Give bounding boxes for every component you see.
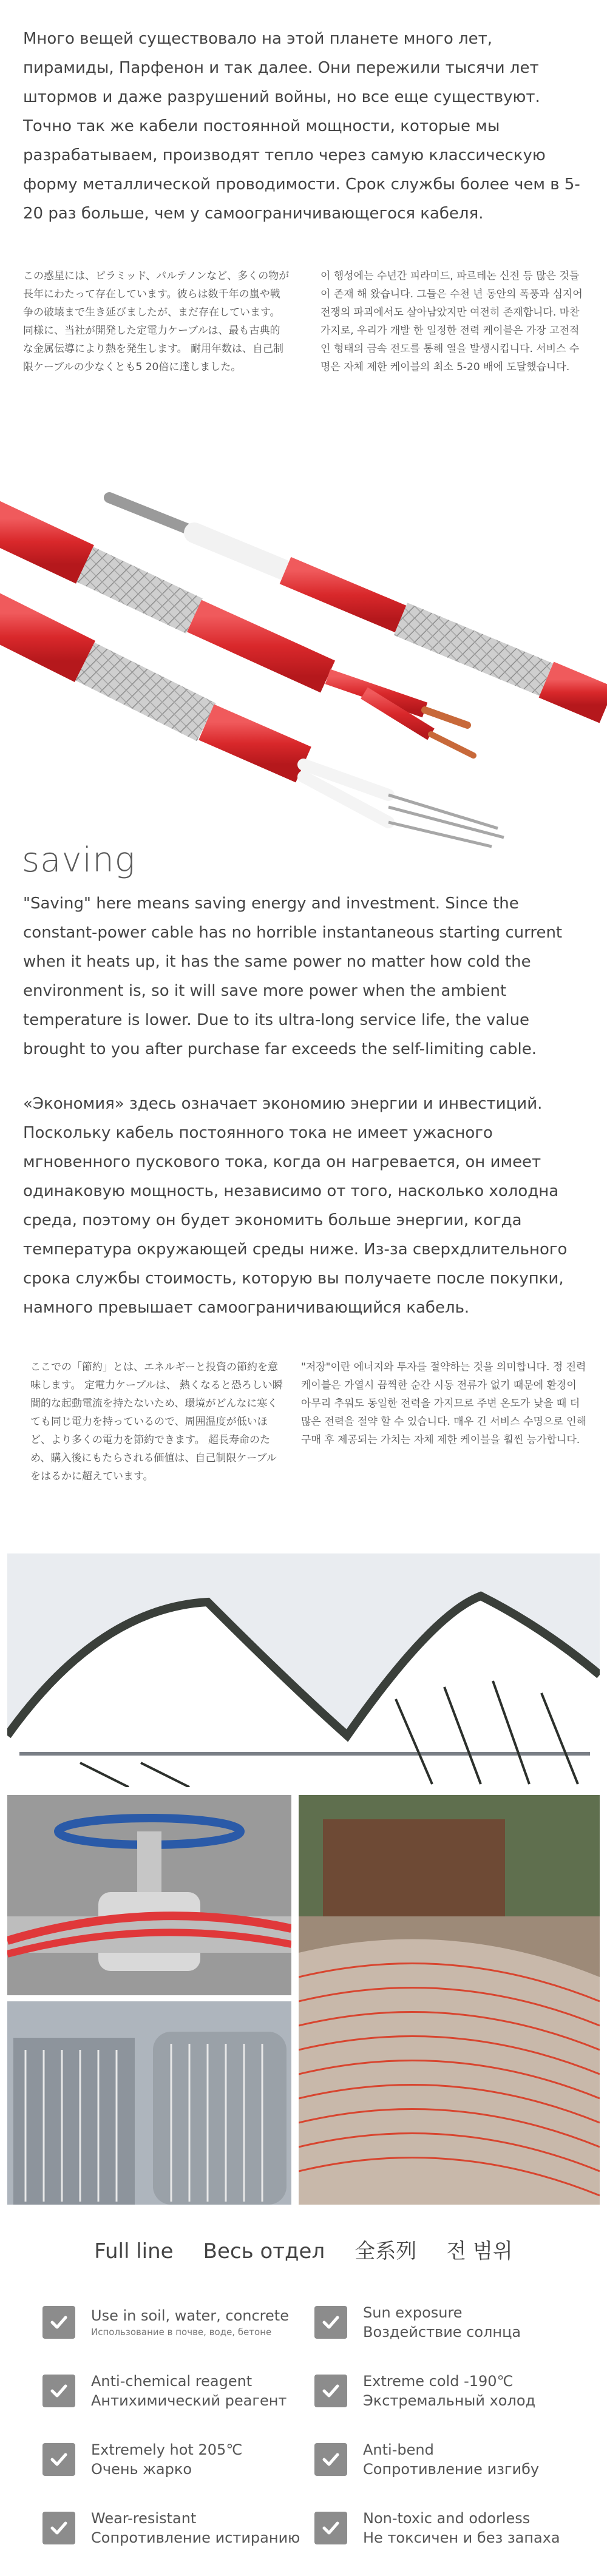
check-icon xyxy=(42,2443,75,2476)
check-icon xyxy=(314,2512,347,2544)
feature-en: Sun exposure xyxy=(363,2304,463,2321)
saving-heading: saving xyxy=(22,840,136,880)
tanks-photo xyxy=(7,2001,291,2205)
feature-en: Wear-resistant xyxy=(91,2510,197,2527)
cable-hero-image xyxy=(0,467,607,862)
feature-ru: Очень жарко xyxy=(91,2461,192,2478)
feature-item xyxy=(42,2498,300,2558)
check-icon xyxy=(42,2306,75,2339)
feature-ru: Экстремальный холод xyxy=(363,2392,536,2409)
driveway-photo xyxy=(299,1795,600,2205)
snow-roof-photo xyxy=(7,1553,600,1787)
feature-en: Use in soil, water, concrete xyxy=(91,2307,289,2324)
intro-russian-text: Много вещей существовало на этой планете много лет, пирамиды, Парфенон и так далее. Они пережили тысячи лет штормов и даже разрушений войны, но все еще существуют. Точно так же кабели постоянной мощности, которые мы разрабатываем, производят тепло через самую классическую форму металлической проводимости. Срок службы более чем в 5-20 раз больше, чем у самоограничивающегося кабеля. xyxy=(23,30,580,223)
saving-japanese-text: ここでの「節約」とは、エネルギーと投資の節約を意味します。 定電力ケーブルは、 熱くなると恐ろしい瞬間的な起動電流を持たないため、環境がどんなに寒くても同じ電力を持っているので、周囲温度が低いほど、より多くの電力を節約できます。 超長寿命のため、購入後にもたらされる価値は、自己制限ケーブルをはるかに超えています。 xyxy=(30,1361,283,1482)
check-icon xyxy=(314,2306,347,2339)
full-line-heading xyxy=(0,2234,607,2271)
feature-item xyxy=(42,2292,289,2353)
feature-ru: Воздействие солнца xyxy=(363,2324,521,2341)
feature-en: Anti-chemical reagent xyxy=(91,2373,253,2390)
feature-en: Non-toxic and odorless xyxy=(363,2510,531,2527)
full-line-kr: 전 범위 xyxy=(446,2239,513,2263)
feature-item xyxy=(42,2361,287,2421)
feature-item xyxy=(42,2429,242,2490)
feature-ru: Сопротивление изгибу xyxy=(363,2461,540,2478)
feature-item xyxy=(314,2498,560,2558)
check-icon xyxy=(42,2375,75,2407)
intro-korean-text: 이 행성에는 수년간 피라미드, 파르테논 신전 등 많은 것들이 존재 해 왔습니다. 그들은 수천 년 동안의 폭풍과 심지어 전쟁의 파괴에서도 살아남았지만 여전히 존재합니다. 마찬가지로, 우리가 개발 한 일정한 전력 케이블은 가장 고전적인 형태의 금속 전도를 통해 열을 발생시킵니다. 서비스 수명은 자체 제한 케이블의 최소 5-20 배에 도달했습니다. xyxy=(320,270,583,373)
feature-item xyxy=(314,2292,521,2353)
feature-en: Extreme cold -190℃ xyxy=(363,2373,514,2390)
valve-photo xyxy=(7,1795,291,1995)
feature-en: Extremely hot 205℃ xyxy=(91,2441,243,2458)
intro-japanese-text: この惑星には、ピラミッド、パルテノンなど、多くの物が長年にわたって存在しています。彼らは数千年の嵐や戦争の破壊まで生き延びましたが、まだ存在しています。同様に、当社が開発した定電力ケーブルは、最も古典的な金属伝導により熱を発生します。 耐用年数は、自己制限ケーブルの少なくとも5 20倍に達しました。 xyxy=(23,270,290,373)
feature-ru: Использование в почве, воде, бетоне xyxy=(91,2327,272,2338)
full-line-ru: Весь отдел xyxy=(203,2239,325,2263)
check-icon xyxy=(314,2443,347,2476)
feature-ru: Не токсичен и без запаха xyxy=(363,2529,560,2546)
check-icon xyxy=(42,2512,75,2544)
feature-item xyxy=(314,2361,535,2421)
full-line-zh: 全系列 xyxy=(354,2239,417,2263)
feature-item xyxy=(314,2429,539,2490)
saving-korean-text: "저장"이란 에너지와 투자를 절약하는 것을 의미합니다. 정 전력 케이블은 가열시 끔찍한 순간 시동 전류가 없기 때문에 환경이 아무리 추워도 동일한 전력을 가지므로 주변 온도가 낮을 때 더 많은 전력을 절약 할 수 있습니다. 매우 긴 서비스 수명으로 인해 구매 후 제공되는 가치는 자체 제한 케이블을 훨씬 능가합니다. xyxy=(301,1361,586,1446)
feature-ru: Сопротивление истиранию xyxy=(91,2529,300,2546)
full-line-en: Full line xyxy=(94,2239,174,2263)
feature-en: Anti-bend xyxy=(363,2441,434,2458)
feature-ru: Антихимический реагент xyxy=(91,2392,287,2409)
saving-english-text: "Saving" here means saving energy and investment. Since the constant-power cable has no horrible instantaneous starting current when it heats up, it has the same power no matter how cold the environment is, so it will save more power when the ambient temperature is lower. Due to its ultra-long service life, the value brought to you after purchase far exceeds the self-limiting cable. xyxy=(23,894,563,1058)
check-icon xyxy=(314,2375,347,2407)
saving-russian-text: «Экономия» здесь означает экономию энергии и инвестиций. Поскольку кабель постоянного тока не имеет ужасного мгновенного пускового тока, когда он нагревается, он имеет одинаковую мощность, независимо от того, насколько холодна среда, поэтому он будет экономить больше энергии, когда температура окружающей среды ниже. Из-за сверхдлительного срока службы стоимость, которую вы получаете после покупки, намного превышает самоограничивающийся кабель. xyxy=(23,1095,568,1317)
